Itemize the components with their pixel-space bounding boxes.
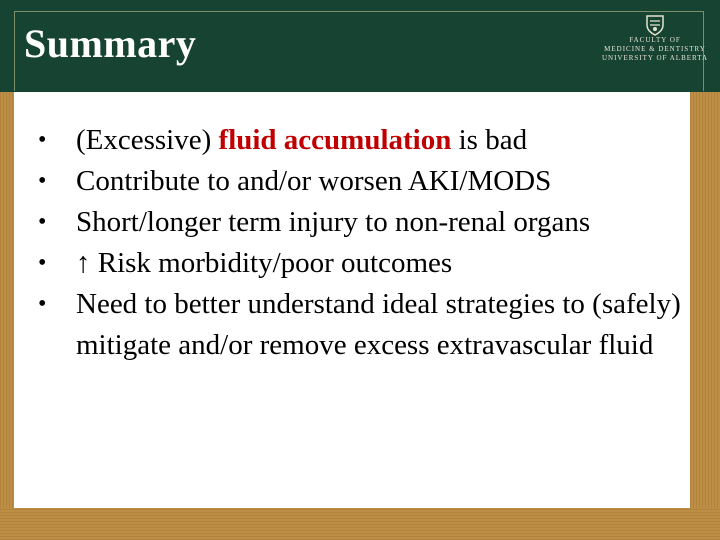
slide-header [0,0,720,92]
bullet-item [24,284,684,366]
slide-body [14,92,690,508]
logo-line-medicine: MEDICINE & DENTISTRY [604,45,706,53]
logo-line-faculty: FACULTY OF [629,36,681,44]
bullet-dot: • [38,127,47,153]
bullet-list [24,120,684,366]
bullet-item [24,161,684,202]
bullet-dot: • [38,250,47,276]
bullet-item [24,243,684,284]
bullet-dot: • [38,209,47,235]
bullet-text: Short/longer term injury to non-renal organs [76,206,591,238]
frame-bottom [0,508,720,540]
bullet-dot: • [38,168,47,194]
bullet-item [24,120,684,161]
bullet-text: Contribute to and/or worsen AKI/MODS [76,165,552,197]
logo-line-university: UNIVERSITY OF ALBERTA [601,54,709,62]
bullet-text-end: is bad [451,124,528,156]
bullet-dot: • [38,291,47,317]
bullet-text: (Excessive) [76,124,219,156]
faculty-logo [600,14,710,80]
crest-icon [644,14,666,36]
slide-title: Summary [24,21,197,66]
bullet-highlight: fluid accumulation [218,124,452,156]
bullet-text: Need to better understand ideal strategies to (safely) mitigate and/or remove excess extravascular fluid [76,288,681,361]
bullet-text: ↑ Risk morbidity/poor outcomes [76,247,453,279]
bullet-item [24,202,684,243]
